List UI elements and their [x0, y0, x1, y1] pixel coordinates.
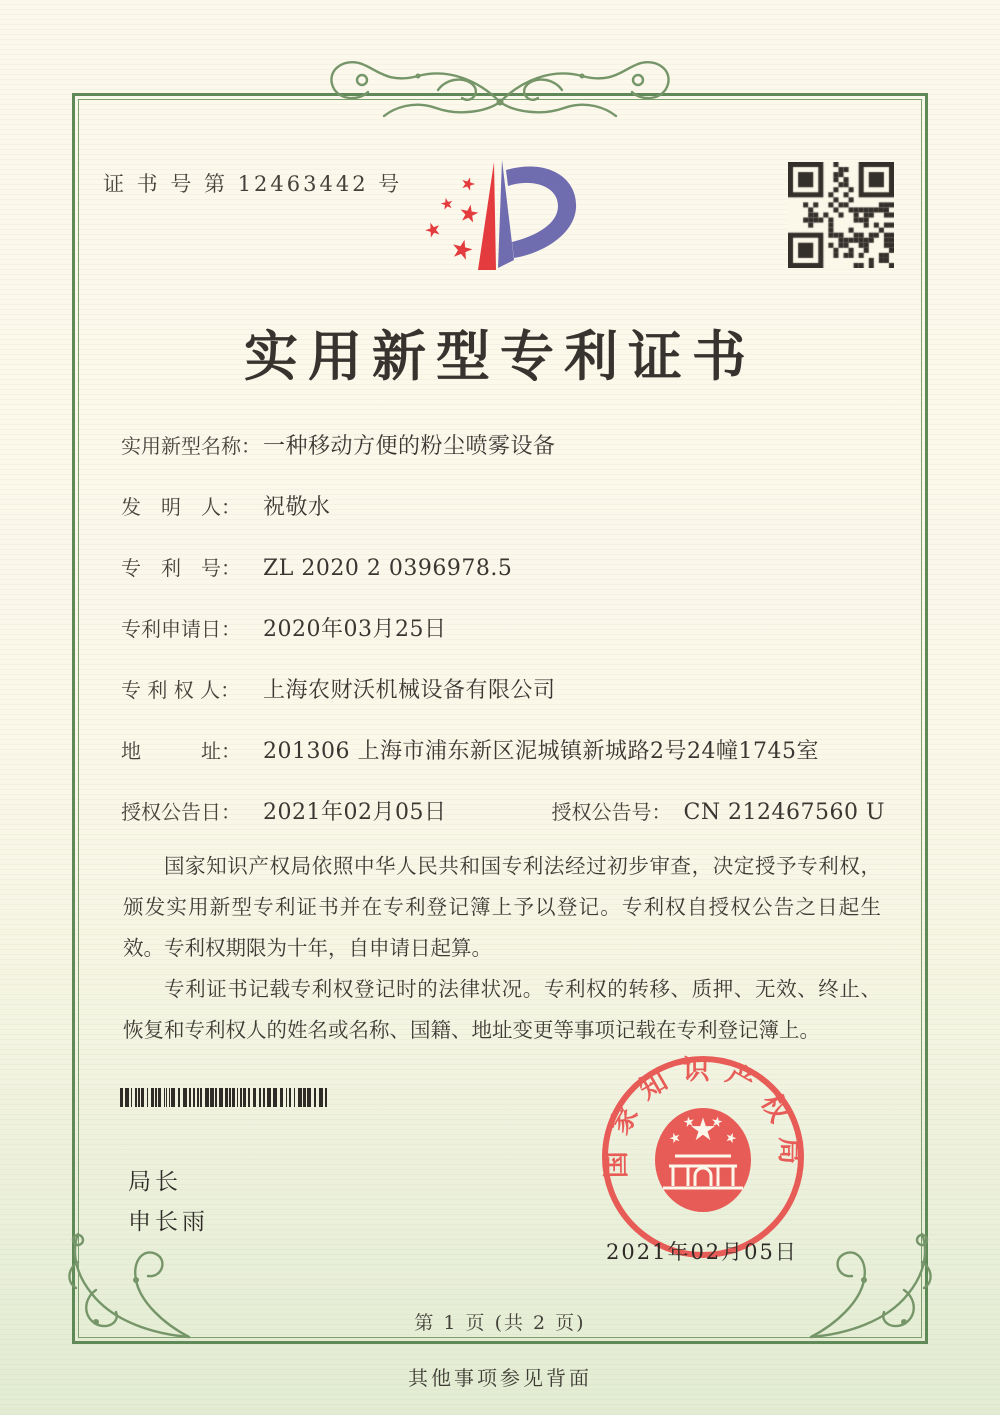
legal-paragraph-1: 国家知识产权局依照中华人民共和国专利法经过初步审查，决定授予专利权，颁发实用新型专利证书并在专利登记簿上予以登记。专利权自授权公告之日起生效。专利权期限为十年，自申请日起算。	[123, 854, 881, 960]
certificate-fields	[121, 430, 891, 857]
field-patentee	[121, 674, 891, 707]
field-label: 地 址：	[121, 739, 241, 763]
seal-ring-text: 国家知识产权局	[600, 1055, 806, 1179]
field-utility-model-name	[121, 430, 891, 463]
director-signature-script	[240, 1122, 520, 1252]
certificate-number: 证 书 号 第 12463442 号	[103, 172, 403, 196]
field-label: 授权公告号：	[551, 800, 672, 824]
field-value: 上海农财沃机械设备有限公司	[263, 678, 556, 703]
field-filing-date	[121, 613, 891, 646]
field-value: 祝敬水	[263, 495, 331, 520]
field-value: 2021年02月05日	[263, 800, 447, 825]
field-value: 201306 上海市浦东新区泥城镇新城路2号24幢1745室	[263, 739, 819, 764]
official-seal	[598, 1052, 808, 1262]
field-address	[121, 735, 891, 768]
certificate-title: 实用新型专利证书	[244, 324, 756, 388]
legal-text	[123, 846, 881, 1051]
back-note: 其他事项参见背面	[408, 1366, 592, 1390]
field-value: ZL 2020 2 0396978.5	[263, 556, 513, 581]
legal-paragraph-2: 专利证书记载专利权登记时的法律状况。专利权的转移、质押、无效、终止、恢复和专利权人的姓名或名称、国籍、地址变更等事项记载在专利登记簿上。	[123, 977, 881, 1042]
qr-code	[788, 162, 894, 268]
director-name: 申长雨	[128, 1209, 209, 1235]
field-label: 专 利 号：	[121, 556, 241, 580]
field-grant-date-and-number	[121, 796, 891, 829]
seal-date: 2021年02月05日	[606, 1240, 798, 1264]
cnipa-patent-logo	[420, 156, 590, 288]
field-value: CN 212467560 U	[683, 800, 886, 825]
director-title: 局长	[128, 1169, 182, 1195]
director-block	[128, 1162, 209, 1242]
field-patent-number	[121, 552, 891, 585]
field-label: 授权公告日：	[121, 800, 241, 824]
field-label: 专 利 权 人：	[121, 678, 241, 702]
field-label: 实用新型名称：	[121, 434, 261, 458]
page-number: 第 1 页 (共 2 页)	[414, 1312, 586, 1334]
barcode	[120, 1088, 380, 1107]
field-value: 2020年03月25日	[263, 617, 447, 642]
field-value: 一种移动方便的粉尘喷雾设备	[263, 434, 556, 459]
field-inventor	[121, 491, 891, 524]
field-label: 发 明 人：	[121, 495, 241, 519]
field-label: 专利申请日：	[121, 617, 241, 641]
